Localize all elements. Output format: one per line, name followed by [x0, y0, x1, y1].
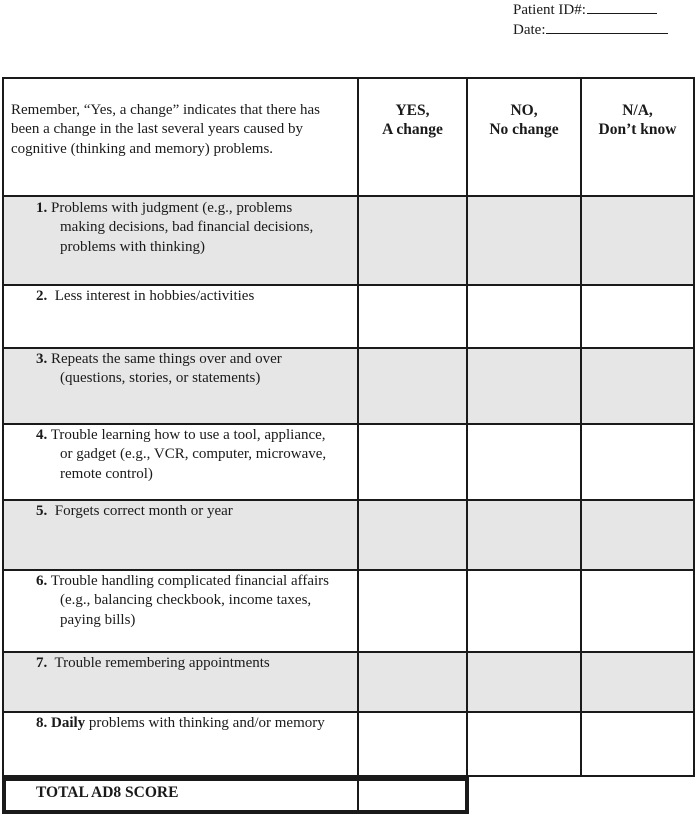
answer-cell-4-no[interactable] [468, 425, 580, 499]
total-score-cell[interactable] [360, 782, 464, 810]
item-number: 4. [36, 427, 48, 443]
item-text: Repeats the same things over and over (questions, stories, or statements) [51, 351, 282, 387]
item-text: Problems with judgment (e.g., problems making decisions, bad financial decisions, problems with thinking) [51, 200, 314, 255]
answer-cell-3-no[interactable] [468, 349, 580, 423]
col-header-no-line1: NO, [510, 102, 538, 119]
col-header-yes-line2: A change [382, 121, 443, 138]
instructions-text: Remember, “Yes, a change” indicates that there has been a change in the last several years caused by cognitive (thinking and memory) problems. [11, 102, 321, 157]
col-header-no-line2: No change [489, 121, 559, 138]
col-header-na-line2: Don’t know [598, 121, 677, 138]
item-7 [36, 654, 336, 673]
answer-cell-6-no[interactable] [468, 571, 580, 651]
answer-cell-1-no[interactable] [468, 197, 580, 284]
answer-cell-8-no[interactable] [468, 713, 580, 775]
col-header-no [468, 101, 580, 139]
answer-cell-7-yes[interactable] [359, 653, 466, 711]
item-text: Trouble handling complicated financial affairs (e.g., balancing checkbook, income taxes, paying bills) [50, 573, 329, 628]
total-score-label: TOTAL AD8 SCORE [36, 784, 179, 801]
item-text: Less interest in hobbies/activities [54, 288, 255, 304]
answer-cell-5-yes[interactable] [359, 501, 466, 569]
item-number: 8. [36, 715, 48, 731]
answer-cell-1-na[interactable] [582, 197, 693, 284]
item-number: 2. [36, 288, 48, 304]
item-number: 6. [36, 573, 48, 589]
item-1 [36, 199, 336, 257]
answer-cell-1-yes[interactable] [359, 197, 466, 284]
answer-cell-7-no[interactable] [468, 653, 580, 711]
answer-cell-2-no[interactable] [468, 286, 580, 347]
patient-id-field[interactable] [513, 0, 657, 19]
col-header-yes [359, 101, 466, 139]
item-number: 3. [36, 351, 48, 367]
item-text: Trouble remembering appointments [54, 655, 270, 671]
answer-cell-4-yes[interactable] [359, 425, 466, 499]
item-bold-text: Daily [51, 715, 86, 731]
answer-cell-3-na[interactable] [582, 349, 693, 423]
answer-cell-6-na[interactable] [582, 571, 693, 651]
answer-cell-4-na[interactable] [582, 425, 693, 499]
answer-cell-6-yes[interactable] [359, 571, 466, 651]
item-5 [36, 502, 336, 521]
col-header-na-line1: N/A, [622, 102, 653, 119]
answer-cell-2-yes[interactable] [359, 286, 466, 347]
answer-cell-7-na[interactable] [582, 653, 693, 711]
answer-cell-8-yes[interactable] [359, 713, 466, 775]
patient-id-label: Patient ID#: [513, 2, 586, 18]
item-number: 7. [36, 655, 48, 671]
answer-cell-5-no[interactable] [468, 501, 580, 569]
col-header-yes-line1: YES, [395, 102, 430, 119]
date-field[interactable] [513, 20, 668, 39]
answer-cell-2-na[interactable] [582, 286, 693, 347]
item-text: Forgets correct month or year [54, 503, 233, 519]
date-blank[interactable] [546, 20, 668, 34]
item-number: 5. [36, 503, 48, 519]
total-divider [357, 779, 359, 812]
answer-cell-8-na[interactable] [582, 713, 693, 775]
col-header-na [582, 101, 693, 139]
item-2 [36, 287, 336, 306]
item-3 [36, 350, 336, 389]
item-text: problems with thinking and/or memory [88, 715, 325, 731]
item-4 [36, 426, 336, 484]
item-text: Trouble learning how to use a tool, appliance, or gadget (e.g., VCR, computer, microwave, remote control) [50, 427, 327, 482]
patient-id-blank[interactable] [587, 0, 657, 14]
item-8 [36, 714, 336, 733]
answer-cell-3-yes[interactable] [359, 349, 466, 423]
date-label: Date: [513, 22, 546, 38]
item-6 [36, 572, 354, 630]
answer-cell-5-na[interactable] [582, 501, 693, 569]
item-number: 1. [36, 200, 48, 216]
